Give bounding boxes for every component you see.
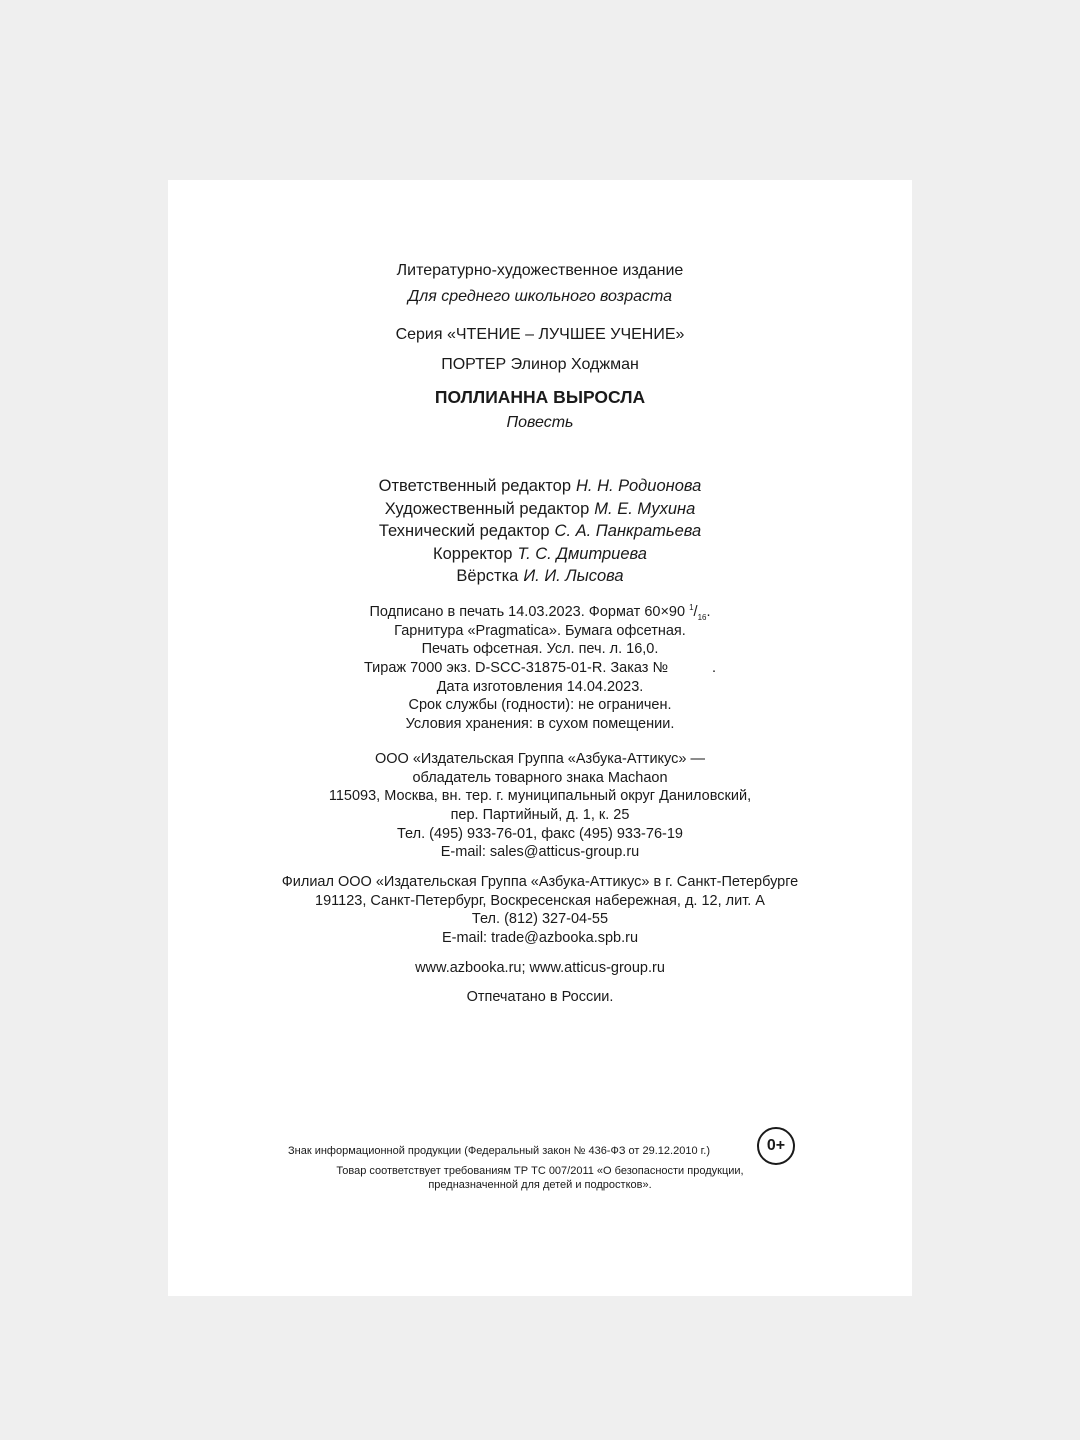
credit-role: Художественный редактор (384, 499, 590, 518)
edition-type: Литературно-художественное издание (396, 262, 684, 279)
footer-block (168, 1144, 912, 1158)
branch-address: 191123, Санкт-Петербург, Воскресенская набережная, д. 12, лит. А (315, 892, 765, 909)
series-block (168, 322, 912, 378)
storage: Условия хранения: в сухом помещении. (405, 716, 675, 733)
genre: Повесть (506, 414, 574, 431)
printed-in-block (168, 988, 912, 1007)
compliance-line: предназначенной для детей и подростков». (428, 1179, 652, 1191)
credits-block (168, 475, 912, 588)
imprint-block (168, 603, 912, 734)
branch-name: Филиал ООО «Издательская Группа «Азбука-Аттикус» в г. Санкт-Петербурге (281, 874, 799, 890)
credit-line (168, 475, 912, 498)
printed-in: Отпечатано в России. (466, 989, 614, 1005)
print-info: Печать офсетная. Усл. печ. л. 16,0. (421, 641, 659, 658)
branch-email: E-mail: trade@azbooka.spb.ru (441, 930, 639, 947)
credit-line (168, 543, 912, 566)
publisher-block (168, 750, 912, 862)
credit-role: Корректор (433, 544, 513, 563)
publisher-address: пер. Партийный, д. 1, к. 25 (450, 807, 630, 824)
credit-line (168, 520, 912, 543)
print-run-text: Тираж 7000 экз. D-SCC-31875-01-R. Заказ № (363, 660, 669, 677)
credit-name: Т. С. Дмитриева (517, 544, 647, 563)
age-rating-badge: 0+ (757, 1127, 795, 1165)
websites-block (168, 959, 912, 978)
format-numerator: 1 (689, 603, 694, 613)
credit-name: М. Е. Мухина (594, 499, 696, 518)
shelf-life: Срок службы (годности): не ограничен. (408, 697, 672, 714)
publisher-phone: Тел. (495) 933-76-01, факс (495) 933-76-19 (397, 825, 683, 842)
credit-line (168, 498, 912, 521)
info-sign: Знак информационной продукции (Федеральный закон № 436-ФЗ от 29.12.2010 г.) (288, 1145, 711, 1157)
credit-role: Вёрстка (456, 567, 519, 585)
publisher-trademark: обладатель товарного знака Machaon (412, 769, 668, 786)
format-end: . (706, 604, 711, 620)
credit-role: Ответственный редактор (378, 477, 572, 495)
author: ПОРТЕР Элинор Ходжман (441, 356, 639, 373)
book-title: ПОЛЛИАННА ВЫРОСЛА (434, 387, 646, 407)
imprint-page (168, 180, 912, 1296)
format-slash: / (693, 604, 698, 620)
publisher-name: ООО «Издательская Группа «Азбука-Аттикус» — (375, 751, 705, 767)
compliance-block (168, 1164, 912, 1192)
publisher-address: 115093, Москва, вн. тер. г. муниципальный округ Даниловский, (328, 788, 752, 805)
branch-block (168, 873, 912, 948)
series: Серия «ЧТЕНИЕ – ЛУЧШЕЕ УЧЕНИЕ» (395, 326, 685, 343)
print-run (168, 659, 912, 678)
credit-line (168, 565, 912, 588)
credit-role: Технический редактор (378, 522, 550, 540)
signed-text: Подписано в печать 14.03.2023. Формат 60×90 (369, 604, 686, 620)
signed-format (168, 603, 912, 622)
compliance-line: Товар соответствует требованиям ТР ТС 007/2011 «О безопасности продукции, (336, 1165, 744, 1177)
format-denominator: 16 (697, 612, 707, 622)
credit-name: Н. Н. Родионова (576, 477, 702, 495)
typeface: Гарнитура «Pragmatica». Бумага офсетная. (394, 622, 686, 639)
branch-phone: Тел. (812) 327-04-55 (471, 911, 609, 928)
header-block (168, 258, 912, 310)
websites: www.azbooka.ru; www.atticus-group.ru (415, 960, 665, 976)
print-run-end: . (712, 660, 717, 677)
publisher-email: E-mail: sales@atticus-group.ru (440, 844, 640, 861)
credit-name: С. А. Панкратьева (554, 522, 702, 540)
manufacture-date: Дата изготовления 14.04.2023. (436, 678, 644, 695)
audience: Для среднего школьного возраста (407, 288, 673, 305)
credit-name: И. И. Лысова (523, 567, 624, 585)
title-block (168, 384, 912, 436)
